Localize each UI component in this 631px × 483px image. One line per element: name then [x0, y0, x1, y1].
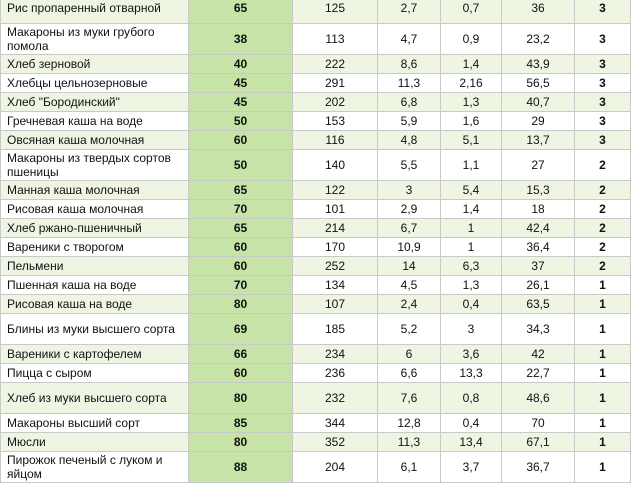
cell-carbs: 18 [502, 200, 575, 219]
cell-product-name: Пельмени [1, 257, 189, 276]
table-row [1, 276, 631, 295]
cell-glycemic-index: 60 [189, 364, 293, 383]
cell-carbs: 13,7 [502, 131, 575, 150]
cell-glycemic-index: 80 [189, 433, 293, 452]
cell-protein: 2,7 [378, 0, 441, 24]
table-row [1, 200, 631, 219]
cell-glycemic-load: 1 [575, 345, 631, 364]
cell-fat: 6,3 [441, 257, 502, 276]
cell-carbs: 40,7 [502, 93, 575, 112]
cell-glycemic-index: 69 [189, 314, 293, 345]
cell-fat: 13,4 [441, 433, 502, 452]
cell-glycemic-index: 80 [189, 295, 293, 314]
cell-fat: 5,4 [441, 181, 502, 200]
cell-fat: 1,4 [441, 55, 502, 74]
table-row [1, 55, 631, 74]
cell-protein: 5,5 [378, 150, 441, 181]
cell-carbs: 22,7 [502, 364, 575, 383]
cell-calories: 232 [293, 383, 378, 414]
table-row [1, 295, 631, 314]
cell-protein: 6,1 [378, 452, 441, 483]
cell-glycemic-load: 3 [575, 131, 631, 150]
table-row [1, 131, 631, 150]
cell-calories: 202 [293, 93, 378, 112]
table-row [1, 150, 631, 181]
cell-carbs: 36 [502, 0, 575, 24]
cell-glycemic-load: 2 [575, 150, 631, 181]
cell-glycemic-index: 50 [189, 112, 293, 131]
table-row [1, 24, 631, 55]
cell-glycemic-load: 1 [575, 414, 631, 433]
cell-product-name: Макароны из твердых сортов пшеницы [1, 150, 189, 181]
cell-fat: 3,6 [441, 345, 502, 364]
cell-glycemic-load: 2 [575, 257, 631, 276]
cell-calories: 107 [293, 295, 378, 314]
cell-calories: 291 [293, 74, 378, 93]
cell-calories: 125 [293, 0, 378, 24]
cell-fat: 0,7 [441, 0, 502, 24]
cell-calories: 140 [293, 150, 378, 181]
table-row [1, 93, 631, 112]
cell-product-name: Пицца с сыром [1, 364, 189, 383]
table-row [1, 257, 631, 276]
cell-glycemic-load: 3 [575, 93, 631, 112]
cell-calories: 185 [293, 314, 378, 345]
cell-fat: 13,3 [441, 364, 502, 383]
cell-product-name: Блины из муки высшего сорта [1, 314, 189, 345]
cell-glycemic-load: 1 [575, 452, 631, 483]
cell-glycemic-load: 3 [575, 55, 631, 74]
cell-carbs: 42,4 [502, 219, 575, 238]
cell-fat: 3,7 [441, 452, 502, 483]
cell-glycemic-index: 70 [189, 200, 293, 219]
cell-product-name: Вареники с творогом [1, 238, 189, 257]
cell-product-name: Пирожок печеный с луком и яйцом [1, 452, 189, 483]
cell-product-name: Хлеб зерновой [1, 55, 189, 74]
cell-product-name: Хлеб "Бородинский" [1, 93, 189, 112]
cell-product-name: Вареники с картофелем [1, 345, 189, 364]
table-row [1, 433, 631, 452]
cell-calories: 236 [293, 364, 378, 383]
cell-glycemic-index: 40 [189, 55, 293, 74]
cell-fat: 1 [441, 238, 502, 257]
cell-glycemic-load: 1 [575, 276, 631, 295]
cell-glycemic-index: 60 [189, 131, 293, 150]
cell-product-name: Рис пропаренный отварной [1, 0, 189, 24]
cell-carbs: 70 [502, 414, 575, 433]
cell-glycemic-load: 2 [575, 181, 631, 200]
cell-fat: 0,8 [441, 383, 502, 414]
cell-glycemic-load: 3 [575, 112, 631, 131]
table-row [1, 112, 631, 131]
cell-glycemic-load: 2 [575, 238, 631, 257]
cell-protein: 11,3 [378, 74, 441, 93]
cell-protein: 6,6 [378, 364, 441, 383]
cell-glycemic-load: 1 [575, 383, 631, 414]
cell-glycemic-index: 65 [189, 181, 293, 200]
cell-glycemic-index: 85 [189, 414, 293, 433]
cell-calories: 352 [293, 433, 378, 452]
cell-carbs: 23,2 [502, 24, 575, 55]
cell-protein: 4,7 [378, 24, 441, 55]
cell-product-name: Рисовая каша на воде [1, 295, 189, 314]
cell-fat: 1,4 [441, 200, 502, 219]
cell-fat: 5,1 [441, 131, 502, 150]
cell-product-name: Хлебцы цельнозерновые [1, 74, 189, 93]
cell-fat: 0,4 [441, 295, 502, 314]
cell-carbs: 36,7 [502, 452, 575, 483]
cell-carbs: 15,3 [502, 181, 575, 200]
cell-carbs: 29 [502, 112, 575, 131]
cell-carbs: 36,4 [502, 238, 575, 257]
cell-glycemic-index: 38 [189, 24, 293, 55]
cell-protein: 2,9 [378, 200, 441, 219]
cell-glycemic-load: 3 [575, 0, 631, 24]
cell-product-name: Овсяная каша молочная [1, 131, 189, 150]
table-row [1, 238, 631, 257]
cell-calories: 113 [293, 24, 378, 55]
table-row [1, 0, 631, 24]
cell-carbs: 27 [502, 150, 575, 181]
cell-calories: 122 [293, 181, 378, 200]
cell-fat: 0,4 [441, 414, 502, 433]
cell-protein: 6,7 [378, 219, 441, 238]
cell-product-name: Манная каша молочная [1, 181, 189, 200]
cell-glycemic-load: 1 [575, 364, 631, 383]
cell-protein: 14 [378, 257, 441, 276]
cell-glycemic-index: 88 [189, 452, 293, 483]
cell-protein: 12,8 [378, 414, 441, 433]
cell-carbs: 34,3 [502, 314, 575, 345]
cell-calories: 234 [293, 345, 378, 364]
cell-product-name: Макароны высший сорт [1, 414, 189, 433]
cell-glycemic-index: 50 [189, 150, 293, 181]
cell-glycemic-load: 3 [575, 74, 631, 93]
cell-protein: 4,8 [378, 131, 441, 150]
cell-glycemic-load: 1 [575, 295, 631, 314]
table-row [1, 414, 631, 433]
cell-protein: 6 [378, 345, 441, 364]
cell-calories: 101 [293, 200, 378, 219]
cell-protein: 6,8 [378, 93, 441, 112]
cell-calories: 204 [293, 452, 378, 483]
table-row [1, 345, 631, 364]
cell-product-name: Рисовая каша молочная [1, 200, 189, 219]
cell-carbs: 43,9 [502, 55, 575, 74]
cell-carbs: 26,1 [502, 276, 575, 295]
cell-fat: 3 [441, 314, 502, 345]
cell-calories: 153 [293, 112, 378, 131]
cell-calories: 344 [293, 414, 378, 433]
cell-fat: 0,9 [441, 24, 502, 55]
table-row [1, 74, 631, 93]
table-row [1, 364, 631, 383]
cell-calories: 252 [293, 257, 378, 276]
cell-protein: 2,4 [378, 295, 441, 314]
cell-product-name: Хлеб ржано-пшеничный [1, 219, 189, 238]
cell-fat: 1,3 [441, 276, 502, 295]
cell-calories: 170 [293, 238, 378, 257]
cell-product-name: Хлеб из муки высшего сорта [1, 383, 189, 414]
cell-carbs: 56,5 [502, 74, 575, 93]
cell-product-name: Макароны из муки грубого помола [1, 24, 189, 55]
cell-glycemic-load: 1 [575, 433, 631, 452]
cell-fat: 2,16 [441, 74, 502, 93]
cell-calories: 214 [293, 219, 378, 238]
table-row [1, 452, 631, 483]
cell-protein: 11,3 [378, 433, 441, 452]
cell-fat: 1,3 [441, 93, 502, 112]
cell-glycemic-index: 66 [189, 345, 293, 364]
cell-glycemic-load: 2 [575, 200, 631, 219]
cell-glycemic-index: 45 [189, 93, 293, 112]
cell-glycemic-index: 45 [189, 74, 293, 93]
table-row [1, 181, 631, 200]
cell-protein: 5,2 [378, 314, 441, 345]
cell-fat: 1,1 [441, 150, 502, 181]
cell-carbs: 67,1 [502, 433, 575, 452]
cell-glycemic-index: 65 [189, 219, 293, 238]
cell-glycemic-load: 1 [575, 314, 631, 345]
cell-carbs: 48,6 [502, 383, 575, 414]
cell-glycemic-index: 80 [189, 383, 293, 414]
cell-glycemic-index: 60 [189, 238, 293, 257]
cell-protein: 5,9 [378, 112, 441, 131]
cell-protein: 10,9 [378, 238, 441, 257]
cell-product-name: Пшенная каша на воде [1, 276, 189, 295]
cell-glycemic-index: 70 [189, 276, 293, 295]
table-row [1, 314, 631, 345]
cell-fat: 1,6 [441, 112, 502, 131]
cell-calories: 116 [293, 131, 378, 150]
cell-carbs: 42 [502, 345, 575, 364]
table-row [1, 383, 631, 414]
table-row [1, 219, 631, 238]
cell-carbs: 63,5 [502, 295, 575, 314]
cell-carbs: 37 [502, 257, 575, 276]
cell-glycemic-load: 3 [575, 24, 631, 55]
cell-glycemic-load: 2 [575, 219, 631, 238]
cell-glycemic-index: 60 [189, 257, 293, 276]
cell-fat: 1 [441, 219, 502, 238]
cell-protein: 7,6 [378, 383, 441, 414]
table-body [1, 0, 631, 483]
cell-protein: 3 [378, 181, 441, 200]
cell-protein: 8,6 [378, 55, 441, 74]
cell-calories: 222 [293, 55, 378, 74]
cell-product-name: Мюсли [1, 433, 189, 452]
cell-glycemic-index: 65 [189, 0, 293, 24]
cell-calories: 134 [293, 276, 378, 295]
cell-product-name: Гречневая каша на воде [1, 112, 189, 131]
cell-protein: 4,5 [378, 276, 441, 295]
